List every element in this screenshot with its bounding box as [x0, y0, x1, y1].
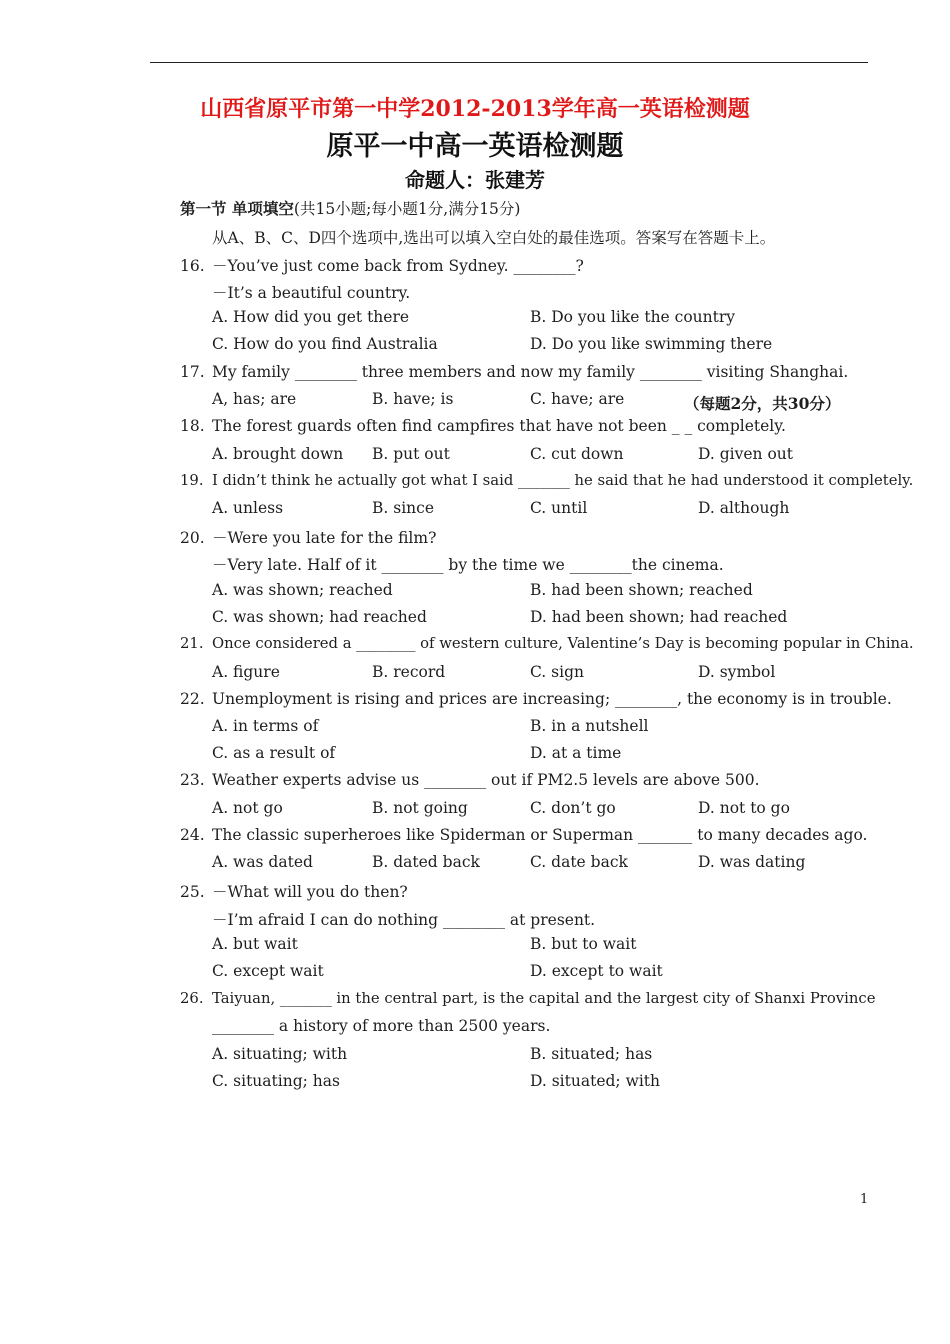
question-number: 22.	[180, 690, 205, 708]
option-a: A, has; are	[212, 390, 297, 408]
question-stem: I didn’t think he actually got what I said _______ he said that he had understood it completely.	[212, 472, 914, 489]
option-c: C. don’t go	[530, 799, 616, 817]
option-c: C. have; are	[530, 390, 625, 408]
option-c: C. cut down	[530, 445, 624, 463]
section-instruction: 从A、B、C、D四个选项中,选出可以填入空白处的最佳选项。答案写在答题卡上。	[212, 229, 776, 247]
option-d: D. at a time	[530, 744, 622, 762]
option-b: B. Do you like the country	[530, 308, 736, 326]
question-26	[180, 990, 876, 1007]
option-a: A. figure	[212, 663, 280, 681]
header-rule	[150, 62, 868, 63]
option-b: B. not going	[372, 799, 468, 817]
question-stem: The classic superheroes like Spiderman or Superman _______ to many decades ago.	[212, 826, 868, 844]
option-b: B. dated back	[372, 853, 480, 871]
question-continuation: －I’m afraid I can do nothing ________ at present.	[212, 911, 596, 929]
option-b: B. since	[372, 499, 434, 517]
option-d: D. was dating	[698, 853, 806, 871]
option-d: D. had been shown; had reached	[530, 608, 788, 626]
question-stem: －What will you do then?	[212, 883, 408, 901]
question-24	[180, 826, 868, 844]
option-b: B. put out	[372, 445, 450, 463]
document-author: 命题人：张建芳	[405, 168, 545, 192]
option-a: A. brought down	[212, 445, 344, 463]
question-number: 25.	[180, 883, 205, 901]
option-a: A. not go	[212, 799, 283, 817]
question-number: 21.	[180, 635, 204, 652]
option-c: C. as a result of	[212, 744, 336, 762]
section-label: 第一节 单项填空	[180, 199, 294, 218]
question-number: 24.	[180, 826, 205, 844]
question-stem: My family ________ three members and now my family ________ visiting Shanghai.	[212, 363, 849, 381]
question-stem: －You’ve just come back from Sydney. ________?	[212, 257, 584, 275]
question-stem: The forest guards often find campfires that have not been _ _ completely.	[212, 417, 786, 435]
option-d: D. symbol	[698, 663, 776, 681]
question-stem: Once considered a ________ of western culture, Valentine’s Day is becoming popular in China.	[212, 635, 914, 652]
option-a: A. was shown; reached	[212, 581, 393, 599]
question-stem: Weather experts advise us ________ out if PM2.5 levels are above 500.	[212, 771, 760, 789]
question-23	[180, 771, 860, 789]
question-20	[180, 526, 860, 548]
question-stem: －Were you late for the film?	[212, 529, 437, 547]
option-b: B. had been shown; reached	[530, 581, 753, 599]
option-c: C. until	[530, 499, 588, 517]
option-d: D. given out	[698, 445, 793, 463]
option-a: A. How did you get there	[212, 308, 410, 326]
section-heading	[180, 197, 520, 219]
option-b: B. but to wait	[530, 935, 637, 953]
option-b: B. situated; has	[530, 1045, 653, 1063]
question-stem: Unemployment is rising and prices are increasing; ________, the economy is in trouble.	[212, 690, 892, 708]
option-a: A. in terms of	[212, 717, 319, 735]
option-d: D. situated; with	[530, 1072, 661, 1090]
question-number: 17.	[180, 363, 205, 381]
option-b: B. in a nutshell	[530, 717, 649, 735]
question-number: 18.	[180, 417, 205, 435]
question-number: 26.	[180, 990, 204, 1007]
question-number: 23.	[180, 771, 205, 789]
option-d: D. except to wait	[530, 962, 663, 980]
option-a: A. but wait	[212, 935, 298, 953]
document-red-title: 山西省原平市第一中学2012-2013学年高一英语检测题	[200, 96, 750, 122]
question-continuation: －Very late. Half of it ________ by the time we ________the cinema.	[212, 556, 724, 574]
page-number: 1	[860, 1192, 869, 1207]
option-a: A. unless	[212, 499, 284, 517]
option-c: C. sign	[530, 663, 584, 681]
question-number: 16.	[180, 257, 205, 275]
option-c: C. date back	[530, 853, 628, 871]
score-note: （每题2分，共30分）	[684, 394, 841, 413]
option-c: C. except wait	[212, 962, 324, 980]
option-c: C. situating; has	[212, 1072, 340, 1090]
question-18	[180, 417, 860, 435]
question-stem: Taiyuan, _______ in the central part, is the capital and the largest city of Shanxi Province	[212, 990, 876, 1007]
option-d: D. Do you like swimming there	[530, 335, 773, 353]
question-16	[180, 254, 860, 276]
option-d: D. although	[698, 499, 790, 517]
question-17	[180, 363, 860, 381]
option-a: A. was dated	[212, 853, 313, 871]
question-22	[180, 690, 892, 708]
option-b: B. have; is	[372, 390, 454, 408]
option-c: C. was shown; had reached	[212, 608, 427, 626]
question-21	[180, 635, 914, 652]
question-number: 19.	[180, 472, 204, 489]
option-a: A. situating; with	[212, 1045, 348, 1063]
question-19	[180, 472, 914, 489]
question-number: 20.	[180, 529, 205, 547]
option-b: B. record	[372, 663, 446, 681]
question-25	[180, 880, 860, 902]
section-desc: (共15小题;每小题1分,满分15分)	[293, 200, 521, 218]
option-d: D. not to go	[698, 799, 790, 817]
question-continuation: －It’s a beautiful country.	[212, 284, 411, 302]
option-c: C. How do you find Australia	[212, 335, 438, 353]
question-continuation: ________ a history of more than 2500 years.	[212, 1017, 551, 1035]
document-main-title: 原平一中高一英语检测题	[326, 131, 624, 162]
